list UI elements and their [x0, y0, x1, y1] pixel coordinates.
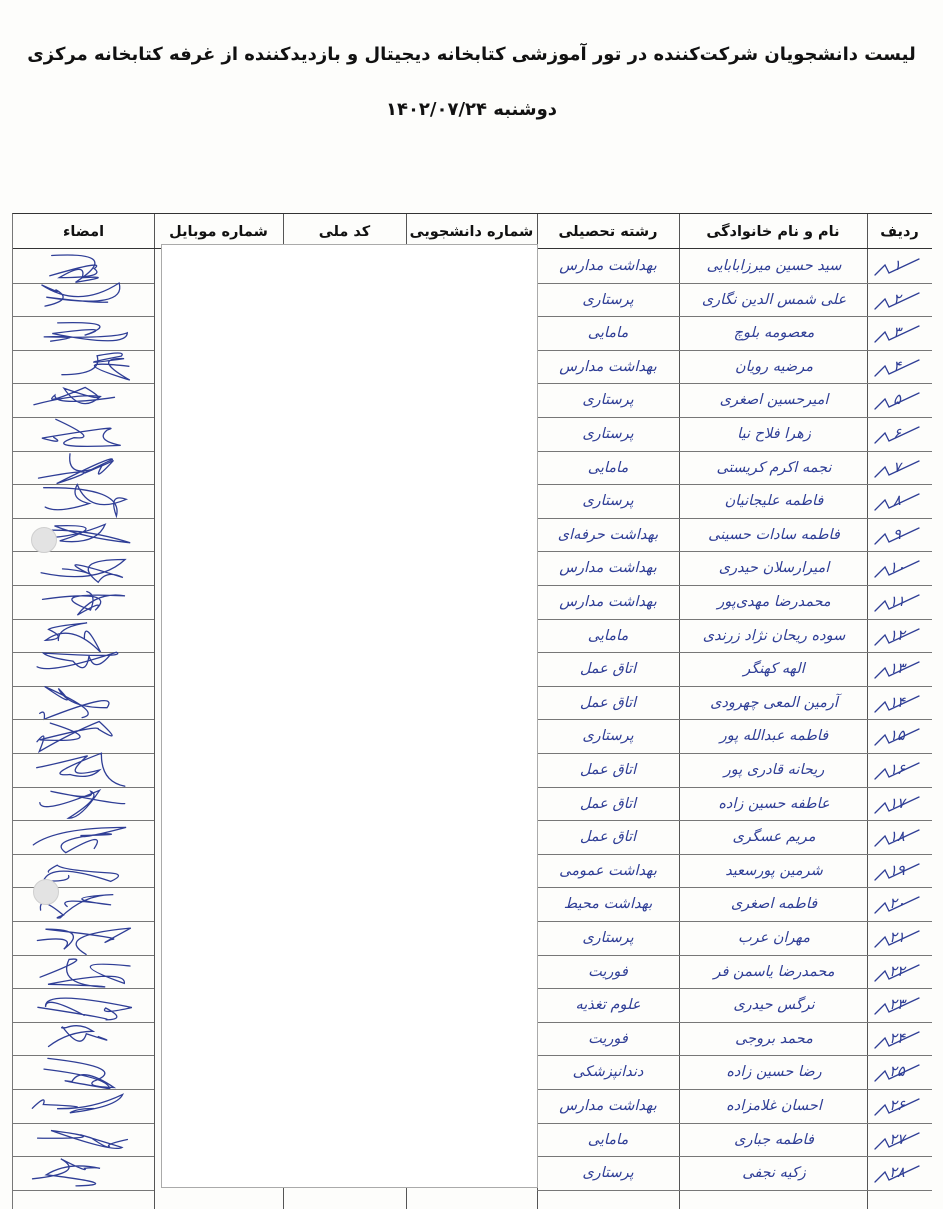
row-number: ۱۶	[889, 762, 905, 778]
field-of-study: بهداشت مدارس	[559, 594, 657, 610]
header-student-id: شماره دانشجویی	[409, 224, 534, 240]
field-of-study: مامایی	[587, 459, 629, 476]
page-date: دوشنبه ۱۴۰۲/۰۷/۲۴	[385, 99, 558, 120]
header-row-number: ردیف	[880, 224, 919, 240]
row-tick-mark	[871, 787, 931, 821]
row-number: ۱۴	[889, 694, 905, 711]
row-tick-mark	[871, 518, 931, 552]
row-number: ۱	[893, 258, 901, 274]
student-name: نرگس حیدری	[733, 997, 815, 1014]
attendance-table	[12, 213, 932, 1209]
row-number: ۲۷	[889, 1131, 905, 1148]
row-tick-mark	[871, 619, 931, 653]
punch-hole	[31, 527, 57, 553]
field-of-study: پرستاری	[582, 392, 634, 409]
student-name: فاطمه عبدالله پور	[719, 728, 829, 745]
row-number: ۱۲	[889, 627, 905, 644]
row-number: ۱۱	[889, 594, 905, 610]
field-of-study: مامایی	[587, 325, 629, 342]
field-of-study: پرستاری	[582, 930, 634, 946]
row-number: ۱۹	[889, 862, 905, 879]
row-number: ۲۶	[889, 1098, 905, 1114]
row-tick-mark	[871, 820, 931, 854]
row-number: ۱۳	[889, 661, 905, 678]
row-divider	[537, 1190, 932, 1191]
row-tick-mark	[871, 551, 931, 585]
row-number: ۲۲	[889, 963, 905, 980]
field-of-study: بهداشت مدارس	[559, 358, 657, 375]
row-number: ۲	[893, 291, 901, 308]
row-tick-mark	[871, 350, 931, 384]
student-name: مهران عرب	[737, 930, 811, 946]
student-name: فاطمه جباری	[734, 1131, 814, 1148]
row-number: ۹	[893, 526, 901, 543]
student-name: مریم عسگری	[732, 829, 816, 846]
field-of-study: پرستاری	[582, 493, 634, 510]
row-tick-mark	[871, 753, 931, 787]
field-of-study: اتاق عمل	[579, 661, 637, 678]
row-number: ۸	[893, 493, 901, 510]
row-number: ۶	[893, 426, 901, 442]
header-full-name: نام و نام خانوادگی	[706, 224, 840, 240]
student-name: فاطمه سادات حسینی	[708, 526, 840, 543]
row-number: ۲۸	[889, 1165, 905, 1182]
row-tick-mark	[871, 955, 931, 989]
field-of-study: اتاق عمل	[579, 795, 637, 812]
row-number: ۱۰	[889, 560, 905, 577]
field-of-study: پرستاری	[582, 291, 634, 308]
row-tick-mark	[871, 1089, 931, 1123]
student-name: سوده ریحان نژاد زرندی	[702, 627, 846, 644]
row-tick-mark	[871, 451, 931, 485]
row-number: ۲۴	[889, 1030, 905, 1047]
row-tick-mark	[871, 249, 931, 283]
field-of-study: پرستاری	[582, 426, 634, 442]
student-name: فاطمه اصغری	[730, 896, 818, 913]
field-of-study: بهداشت محیط	[563, 896, 653, 913]
header-signature: امضاء	[62, 224, 105, 240]
row-number: ۲۰	[889, 896, 905, 913]
field-of-study: فوریت	[588, 963, 628, 980]
field-of-study: مامایی	[587, 1131, 629, 1148]
field-of-study: بهداشت عمومی	[559, 862, 657, 879]
student-name: امیرحسین اصغری	[719, 392, 829, 409]
row-divider	[13, 1190, 154, 1191]
row-number: ۱۸	[889, 829, 905, 846]
field-of-study: پرستاری	[582, 728, 634, 745]
student-name: محمدرضا مهدی‌پور	[717, 594, 831, 610]
student-name: رضا حسین زاده	[726, 1064, 822, 1081]
field-of-study: اتاق عمل	[579, 829, 637, 846]
row-tick-mark	[871, 417, 931, 451]
row-number: ۲۳	[889, 997, 905, 1014]
row-number: ۷	[893, 459, 901, 476]
row-tick-mark	[871, 283, 931, 317]
student-name: نجمه اکرم کریستی	[716, 459, 832, 476]
student-name: آرمین المعی چهرودی	[710, 694, 838, 711]
header-mobile-number: شماره موبایل	[169, 224, 268, 240]
student-name: محمدرضا یاسمن فر	[713, 963, 835, 980]
row-number: ۴	[893, 358, 901, 375]
row-tick-mark	[871, 316, 931, 350]
student-name: عاطفه حسین زاده	[718, 795, 830, 812]
row-tick-mark	[871, 988, 931, 1022]
student-name: سید حسین میرزابابایی	[706, 258, 842, 274]
row-number: ۱۵	[889, 728, 905, 745]
student-name: مرضیه رویان	[735, 358, 813, 375]
row-tick-mark	[871, 686, 931, 720]
student-name: علی شمس الدین نگاری	[701, 291, 847, 308]
row-tick-mark	[871, 484, 931, 518]
field-of-study: مامایی	[587, 627, 629, 644]
field-of-study: اتاق عمل	[579, 762, 637, 778]
field-of-study: بهداشت مدارس	[559, 560, 657, 577]
punch-hole	[33, 879, 59, 905]
row-tick-mark	[871, 383, 931, 417]
student-name: معصومه بلوچ	[733, 325, 815, 342]
field-of-study: فوریت	[588, 1030, 628, 1047]
field-of-study: علوم تغذیه	[575, 997, 641, 1014]
row-tick-mark	[871, 1022, 931, 1056]
header-national-id: کد ملی	[318, 224, 371, 240]
row-tick-mark	[871, 1055, 931, 1089]
student-name: ریحانه قادری پور	[723, 762, 825, 778]
row-number: ۵	[893, 392, 901, 409]
student-name: الهه کهنگر	[743, 661, 805, 678]
student-name: فاطمه علیجانیان	[724, 493, 824, 510]
student-name: محمد بروجی	[735, 1030, 813, 1047]
row-tick-mark	[871, 585, 931, 619]
field-of-study: دندانپزشکی	[572, 1064, 644, 1081]
row-tick-mark	[871, 921, 931, 955]
student-name: امیرارسلان حیدری	[718, 560, 830, 577]
row-number: ۲۵	[889, 1064, 905, 1081]
row-number: ۱۷	[889, 795, 905, 812]
student-name: شرمین پورسعید	[725, 862, 823, 879]
row-tick-mark	[871, 652, 931, 686]
student-name: احسان غلامزاده	[726, 1098, 822, 1114]
header-field-of-study: رشته تحصیلی	[558, 224, 658, 240]
row-tick-mark	[871, 1123, 931, 1157]
row-number: ۲۱	[889, 930, 905, 946]
row-tick-mark	[871, 854, 931, 888]
row-tick-mark	[871, 1156, 931, 1190]
student-name: زکیه نجفی	[742, 1165, 806, 1182]
field-of-study: اتاق عمل	[579, 694, 637, 711]
field-of-study: بهداشت مدارس	[559, 1098, 657, 1114]
field-of-study: بهداشت حرفه‌ای	[557, 526, 659, 543]
row-number: ۳	[893, 325, 901, 342]
page-title: لیست دانشجویان شرکت‌کننده در تور آموزشی کتابخانه دیجیتال و بازدیدکننده از غرفه کتابخانه مرکزی	[27, 44, 916, 65]
field-of-study: بهداشت مدارس	[559, 258, 657, 274]
row-tick-mark	[871, 719, 931, 753]
redacted-block	[161, 244, 538, 1188]
row-tick-mark	[871, 887, 931, 921]
field-of-study: پرستاری	[582, 1165, 634, 1182]
student-name: زهرا فلاح نیا	[737, 426, 811, 442]
